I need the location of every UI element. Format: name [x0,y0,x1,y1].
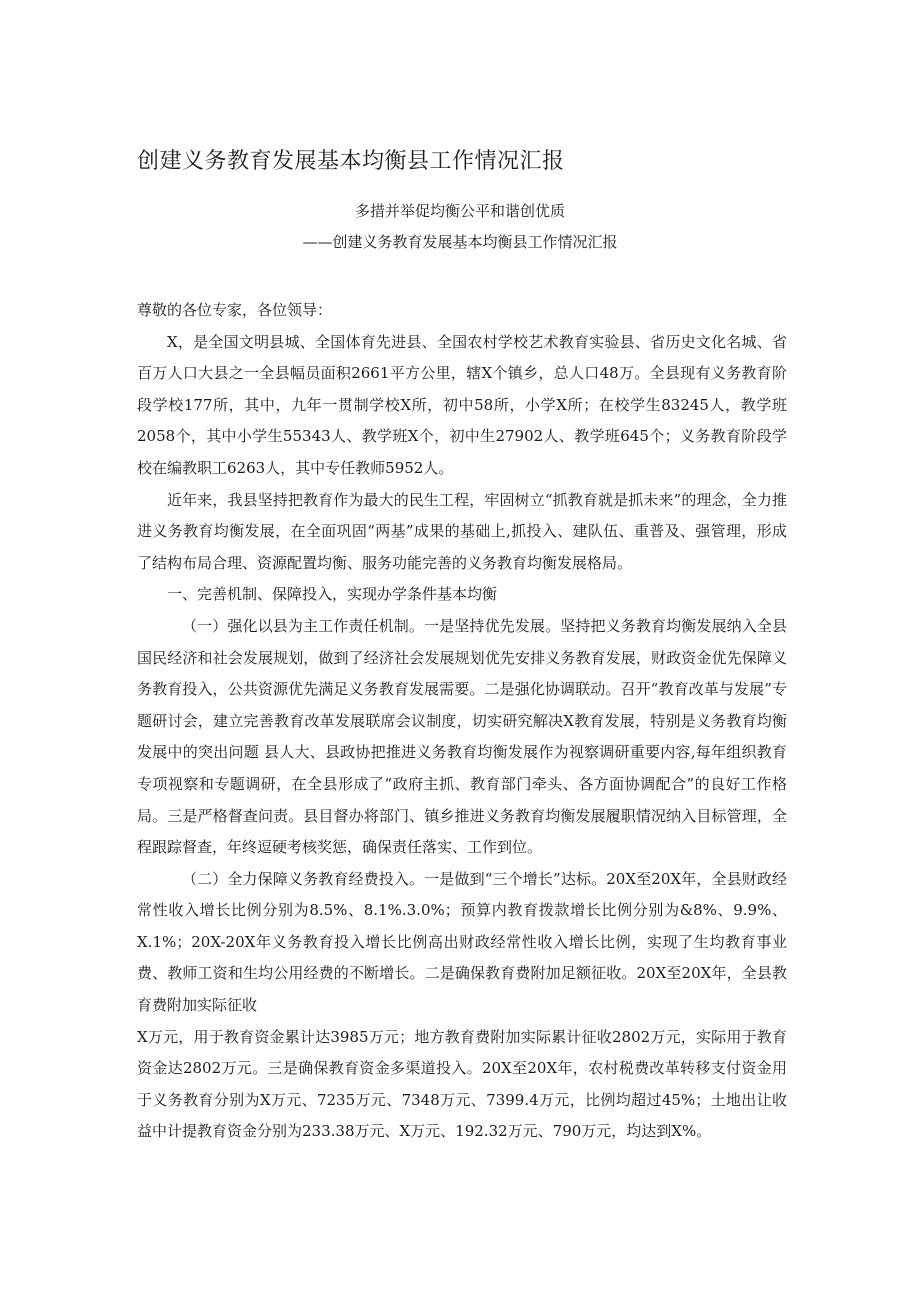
paragraph-section-1: （一）强化以县为主工作责任机制。一是坚持优先发展。坚持把义务教育均衡发展纳入全县国民经济和社会发展规划，做到了经济社会发展规划优先安排义务教育发展，财政资金优先保障义务教育投入，公共资源优先满足义务教育发展需要。二是强化协调联动。召开“教育改革与发展”专题研讨会，建立完善教育改革发展联席会议制度，切实研究解决X教育发展，特别是义务教育均衡发展中的突出问题 县人大、县政协把推进义务教育均衡发展作为视察调研重要内容,每年组织教育专项视察和专题调研，在全县形成了“政府主抓、教育部门牵头、各方面协调配合”的良好工作格局。三是严格督查问责。县目督办将部门、镇乡推进义务教育均衡发展履职情况纳入目标管理，全程跟踪督查，年终逗硬考核奖惩，确保责任落实、工作到位。 [137,616,787,857]
subtitle-slogan: 多措并举促均衡公平和谐创优质 [354,202,565,220]
section-heading-1: 一、完善机制、保障投入，实现办学条件基本均衡 [167,585,498,604]
document-body [137,295,787,1148]
paragraph-intro: X，是全国文明县城、全国体育先进县、全国农村学校艺术教育实验县、省历史文化名城、省百万人口大县之一全县幅员面积2661平方公里，辖X个镇乡，总人口48万。全县现有义务教育阶段学校177所，其中，九年一贯制学校X所，初中58所，小学X所；在校学生83245人，教学班2058个，其中小学生55343人、教学班X个，初中生27902人、教学班645个；义务教育阶段学校在编教职工6263人，其中专任教师5952人。 [137,332,787,477]
paragraph-section-2-continued: X万元，用于教育资金累计达3985万元；地方教育费附加实际累计征收2802万元，实际用于教育资金达2802万元。三是确保教育资金多渠道投入。20X至20X年，农村税费改革转移支付资金用于义务教育分别为X万元、7235万元、7348万元、7399.4万元，比例均超过45%；土地出让收益中计提教育资金分别为233.38万元、X万元、192.32万元、790万元，均达到X%。 [137,1027,787,1141]
paragraph-overview: 近年来，我县坚持把教育作为最大的民生工程，牢固树立“抓教育就是抓未来”的理念，全力推进义务教育均衡发展，在全面巩固“两基”成果的基础上,抓投入、建队伍、重普及、强管理，形成了结构布局合理、资源配置均衡、服务功能完善的义务教育均衡发展格局。 [137,490,787,572]
paragraph-section-2: （二）全力保障义务教育经费投入。一是做到“三个增长”达标。20X至20X年，全县财政经常性收入增长比例分别为8.5%、8.1%.3.0%；预算内教育拨款增长比例分别为&8%、9.9%、X.1%；20X-20X年义务教育投入增长比例高出财政经常性收入增长比例，实现了生均教育事业费、教师工资和生均公用经费的不断增长。二是确保教育费附加足额征收。20X至20X年，全县教育费附加实际征收 [137,869,787,1015]
page-title: 创建义务教育发展基本均衡县工作情况汇报 [137,149,565,174]
subtitle-report-name: ——创建义务教育发展基本均衡县工作情况汇报 [302,233,618,251]
salutation: 尊敬的各位专家，各位领导： [137,301,333,319]
